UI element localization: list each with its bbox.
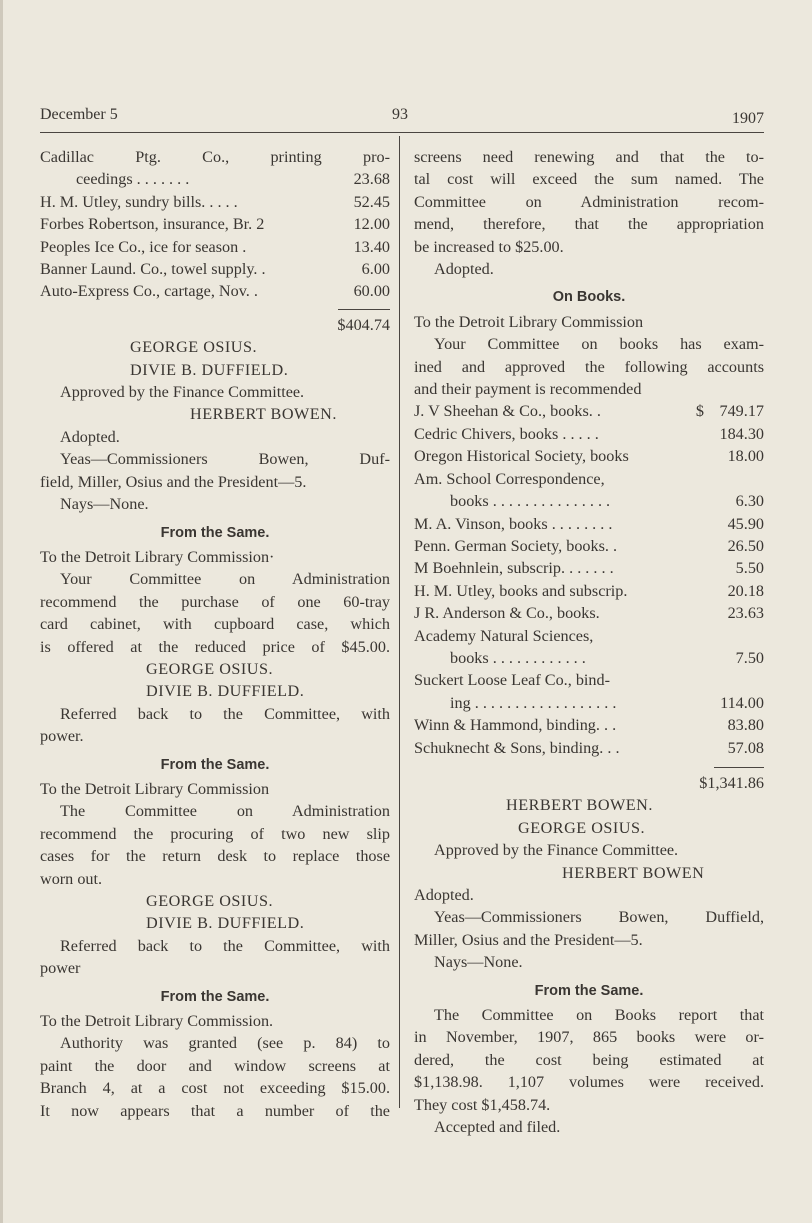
nays-line: Nays—None. [60,495,149,514]
text-line: is offered at the reduced price of $45.00. [40,637,390,656]
right-ledger [414,400,764,759]
ledger-desc: ing . . . . . . . . . . . . . . . . . . [450,693,617,712]
ledger-amount [704,625,764,647]
text-line: be increased to $25.00. [414,237,564,256]
signature: GEORGE OSIUS. [130,338,258,357]
ledger-row [414,423,764,445]
ledger-desc: M. A. Vinson, books . . . . . . . . [414,514,613,533]
signature: GEORGE OSIUS. [146,892,274,910]
address-line: To the Detroit Library Commission· [40,547,275,566]
text-line: paint the door and window screens at [40,1056,390,1075]
text-line: Cadillac Ptg. Co., printing pro- [40,148,390,166]
ledger-row [414,692,764,714]
text-line: Accepted and filed. [434,1118,561,1137]
ledger-amount: 6.00 [361,260,390,279]
ledger-row [414,513,764,535]
text-line: power [40,959,81,978]
ledger-desc: Schuknecht & Sons, binding. . . [414,738,620,757]
ledger-amount: 83.80 [727,716,764,735]
signature: DIVIE B. DUFFIELD. [146,914,305,933]
ledger-desc: Suckert Loose Leaf Co., bind- [414,671,610,690]
section-heading: From the Same. [160,756,270,773]
ledger-desc: ceedings . . . . . . . [76,170,190,189]
ledger-amount: 45.90 [727,514,764,533]
ledger-amount: 6.30 [735,492,764,511]
page-edge [0,0,3,1223]
section-heading: From the Same. [160,988,270,1005]
ledger-amount: 23.63 [727,604,764,623]
text-line: It now appears that a number of the [40,1101,390,1120]
ledger-row [414,400,764,422]
ledger-row [40,191,390,213]
text-line: Committee on Administration recom- [414,192,764,211]
approver: HERBERT BOWEN. [190,405,337,424]
total-rule [338,309,390,310]
section-heading: From the Same. [160,524,270,541]
text-line: card cabinet, with cupboard case, which [40,615,390,634]
vote-line: Yeas—Commissioners Bowen, Duf- [60,450,390,469]
ledger-desc: J. V Sheehan & Co., books. . [414,402,601,421]
section-heading: From the Same. [534,982,644,999]
ledger-amount: 26.50 [727,536,764,555]
ledger-row [414,647,764,669]
text-line: $1,138.98. 1,107 volumes were received. [414,1073,764,1092]
ledger-desc: M Boehnlein, subscrip. . . . . . . [414,559,614,578]
approval-line: Approved by the Finance Committee. [60,383,305,402]
ledger-desc: Oregon Historical Society, books [414,447,629,466]
text-line: recommend the procuring of two new slip [40,824,390,843]
ledger-row [40,236,390,258]
ledger-amount: 5.50 [735,559,764,578]
text-line: Your Committee on Administration [60,570,390,589]
text-line: screens need renewing and that the to- [414,148,764,166]
left-ledger [40,168,390,302]
text-line: recommend the purchase of one 60-tray [40,592,390,611]
ledger-amount [704,468,764,490]
ledger-row [40,258,390,280]
signature: DIVIE B. DUFFIELD. [130,360,289,379]
signature: GEORGE OSIUS. [518,818,646,837]
ledger-amount: 57.08 [727,738,764,757]
header-year: 1907 [732,110,764,127]
ledger-row [414,580,764,602]
ledger-amount: 18.00 [727,447,764,466]
ledger-desc: H. M. Utley, sundry bills. . . . . [40,192,238,211]
ledger-amount: 60.00 [353,282,390,301]
ledger-row [40,280,390,302]
header-date: December 5 [40,106,118,123]
ledger-row [414,468,764,490]
approval-line: Approved by the Finance Committee. [434,841,679,860]
text-line: ined and approved the following accounts [414,357,764,376]
text-line: in November, 1907, 865 books were or- [414,1028,764,1047]
ledger-row [40,168,390,190]
ledger-amount: 114.00 [720,693,764,712]
right-column [414,146,764,1138]
vote-line: field, Miller, Osius and the President—5. [40,472,307,491]
text-line: They cost $1,458.74. [414,1095,551,1114]
ledger-amount: 20.18 [727,581,764,600]
ledger-desc: J R. Anderson & Co., books. [414,604,600,623]
page-header [40,106,764,128]
signature: HERBERT BOWEN. [506,796,653,815]
left-column [40,146,390,1122]
column-divider [399,136,400,1108]
ledger-row [414,602,764,624]
ledger-amount: 52.45 [353,192,390,211]
ledger-desc: Penn. German Society, books. . [414,536,618,555]
vote-line: Yeas—Commissioners Bowen, Duffield, [434,908,764,927]
text-line: Referred back to the Committee, with [60,936,390,955]
ledger-row [414,714,764,736]
ledger-desc: books . . . . . . . . . . . . [450,648,586,667]
ledger-amount: 184.30 [719,424,764,443]
text-line: cases for the return desk to replace those [40,847,390,866]
ledger-desc: Auto-Express Co., cartage, Nov. . [40,282,258,301]
ledger-amount: 23.68 [353,170,390,189]
ledger-desc: Cedric Chivers, books . . . . . [414,424,599,443]
address-line: To the Detroit Library Commission [414,312,644,331]
text-line: The Committee on Books report that [434,1006,764,1025]
ledger-desc: Am. School Correspondence, [414,469,605,488]
ledger-amount: 749.17 [719,402,764,421]
ledger-desc: Forbes Robertson, insurance, Br. 2 [40,215,265,234]
ledger-row [414,490,764,512]
ledger-desc: Winn & Hammond, binding. . . [414,716,617,735]
ledger-row [414,445,764,467]
address-line: To the Detroit Library Commission [40,779,270,798]
signature: DIVIE B. DUFFIELD. [146,682,305,701]
ledger-row [414,737,764,759]
adopted: Adopted. [434,260,494,279]
ledger-row [40,213,390,235]
text-line: The Committee on Administration [60,802,390,821]
section-heading: On Books. [552,289,626,306]
currency-sign: $ [695,402,704,421]
ledger-desc: Banner Laund. Co., towel supply. . [40,260,266,279]
text-line: dered, the cost being estimated at [414,1050,764,1069]
page-number: 93 [392,106,408,123]
adopted: Adopted. [414,886,474,904]
ledger-desc: Academy Natural Sciences, [414,626,594,645]
ledger-row [414,557,764,579]
ledger-amount: 13.40 [353,237,390,256]
text-line: mend, therefore, that the appropriation [414,215,764,234]
text-line: Referred back to the Committee, with [60,704,390,723]
vote-line: Miller, Osius and the President—5. [414,930,643,949]
ledger-row [414,669,764,691]
text-line: Branch 4, at a cost not exceeding $15.00. [40,1079,390,1098]
header-rule [40,132,764,133]
ledger-desc: books . . . . . . . . . . . . . . . [450,492,611,511]
ledger-row [414,625,764,647]
ledger-desc: Peoples Ice Co., ice for season . [40,237,247,256]
adopted: Adopted. [60,427,120,446]
text-line: power. [40,727,84,746]
right-total: $1,341.86 [699,773,764,792]
text-line: and their payment is recommended [414,380,642,399]
ledger-desc: H. M. Utley, books and subscrip. [414,581,628,600]
signature: GEORGE OSIUS. [146,659,274,678]
nays-line: Nays—None. [434,953,523,972]
text-line: worn out. [40,869,103,888]
text-line: tal cost will exceed the sum named. The [414,170,764,189]
text-line: Authority was granted (see p. 84) to [60,1034,390,1053]
left-total: $404.74 [337,315,390,334]
ledger-amount: 12.00 [353,215,390,234]
address-line: To the Detroit Library Commission. [40,1012,274,1031]
approver: HERBERT BOWEN [562,863,705,882]
ledger-amount [704,669,764,691]
ledger-amount: 7.50 [735,648,764,667]
ledger-row [414,535,764,557]
total-rule [714,767,764,768]
text-line: Your Committee on books has exam- [434,335,764,354]
